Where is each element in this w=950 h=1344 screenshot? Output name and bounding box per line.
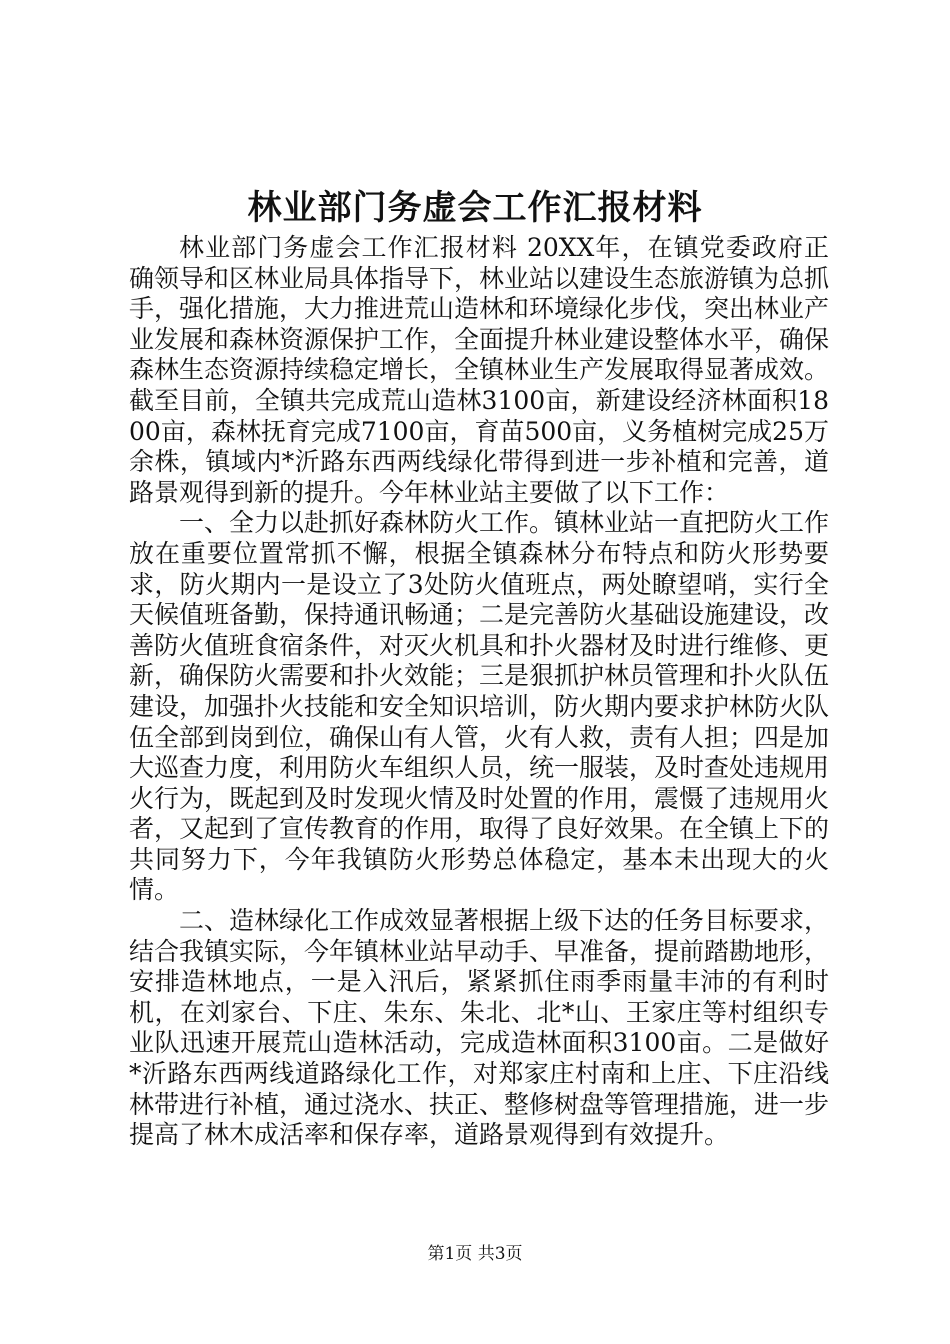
page-number-footer: 第1页 共3页 <box>427 1244 523 1264</box>
paragraph-fire-prevention: 一、全力以赴抓好森林防火工作。镇林业站一直把防火工作放在重要位置常抓不懈，根据全镇森林分布特点和防火形势要求，防火期内一是设立了3处防火值班点，两处瞭望哨，实行全天候值班备勤，保持通讯畅通；二是完善防火基础设施建设，改善防火值班食宿条件，对灭火机具和扑火器材及时进行维修、更新，确保防火需要和扑火效能；三是狠抓护林员管理和扑火队伍建设，加强扑火技能和安全知识培训，防火期内要求护林防火队伍全部到岗到位，确保山有人管，火有人救，责有人担；四是加大巡查力度，利用防火车组织人员，统一服装，及时查处违规用火行为，既起到及时发现火情及时处置的作用，震慑了违规用火者，又起到了宣传教育的作用，取得了良好效果。在全镇上下的共同努力下，今年我镇防火形势总体稳定，基本未出现大的火情。 <box>129 508 830 905</box>
paragraph-afforestation: 二、造林绿化工作成效显著根据上级下达的任务目标要求，结合我镇实际，今年镇林业站早动手、早准备，提前踏勘地形，安排造林地点，一是入汛后，紧紧抓住雨季雨量丰沛的有利时机，在刘家台、下庄、朱东、朱北、北*山、王家庄等村组织专业队迅速开展荒山造林活动，完成造林面积3100亩。二是做好*沂路东西两线道路绿化工作，对郑家庄村南和上庄、下庄沿线林带进行补植，通过浇水、扶正、整修树盘等管理措施，进一步提高了林木成活率和保存率，道路景观得到有效提升。 <box>129 906 830 1150</box>
document-title: 林业部门务虚会工作汇报材料 <box>247 188 703 228</box>
paragraph-intro: 林业部门务虚会工作汇报材料 20XX年，在镇党委政府正确领导和区林业局具体指导下，林业站以建设生态旅游镇为总抓手，强化措施，大力推进荒山造林和环境绿化步伐，突出林业产业发展和森林资源保护工作，全面提升林业建设整体水平，确保森林生态资源持续稳定增长，全镇林业生产发展取得显著成效。截至目前，全镇共完成荒山造林3100亩，新建设经济林面积1800亩，森林抚育完成7100亩，育苗500亩，义务植树完成25万余株，镇域内*沂路东西两线绿化带得到进一步补植和完善，道路景观得到新的提升。今年林业站主要做了以下工作： <box>129 233 830 507</box>
document-body <box>129 233 829 1151</box>
